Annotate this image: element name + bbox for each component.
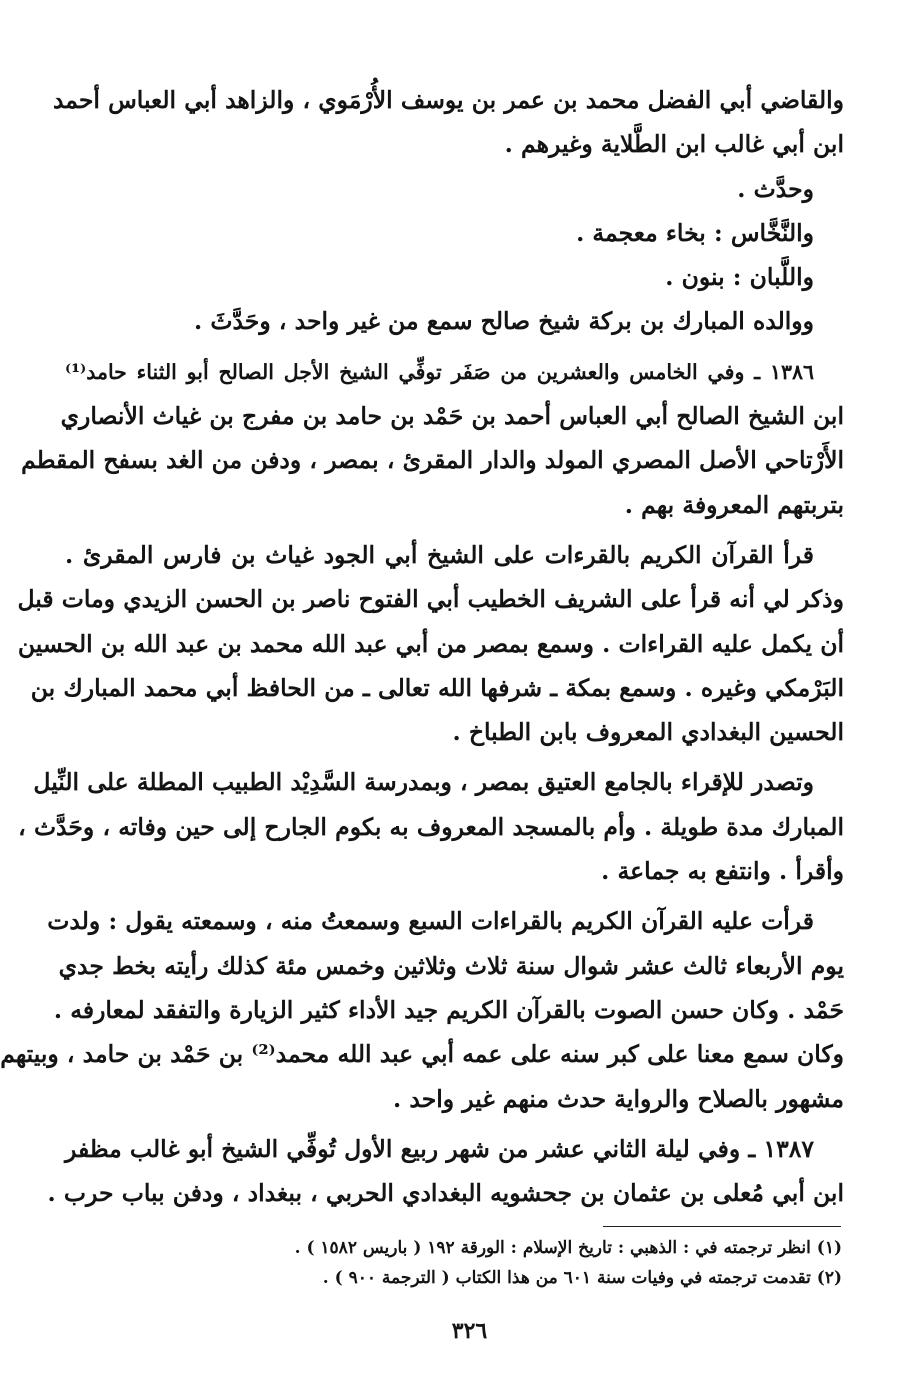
text-line: الحسين البغدادي المعروف بابن الطباخ .: [452, 718, 844, 747]
text-line: الأَرْتاحي الأصل المصري المولد والدار المقرئ ، بمصر ، ودفن من الغد بسفح المقطم: [21, 446, 844, 475]
footnote-1: (١) انظر ترجمته في : الذهبي : تاريخ الإسلام : الورقة ١٩٢ ( باريس ١٥٨٢ ) .: [294, 1238, 842, 1258]
text-line: والقاضي أبي الفضل محمد بن عمر بن يوسف الأُرْمَوي ، والزاهد أبي العباس أحمد: [52, 86, 844, 114]
text-line: قرأت عليه القرآن الكريم بالقراءات السبع وسمعتُ منه ، وسمعته يقول : ولدت: [47, 907, 814, 936]
text-line: ابن أبي مُعلى بن عثمان بن جحشويه البغدادي الحربي ، ببغداد ، ودفن بباب حرب .: [47, 1179, 844, 1208]
main-text: [0, 78, 844, 1215]
text-line: وكان سمع معنا على كبر سنه على عمه أبي عبد الله محمد⁽²⁾ بن حَمْد بن حامد ، وبيتهم: [0, 1040, 844, 1069]
text-line: والنَّخَّاس : بخاء معجمة .: [576, 218, 814, 247]
text-line: بتربتهم المعروفة بهم .: [624, 490, 844, 519]
text-line: واللَّبان : بنون .: [665, 263, 814, 292]
text-line: وتصدر للإقراء بالجامع العتيق بمصر ، وبمدرسة السَّدِيْد الطبيب المطلة على النِّيل: [33, 768, 814, 797]
entry-heading-1386: ١٣٨٦ ـ وفي الخامس والعشرين من صَفَر توفِّي الشيخ الأجل الصالح أبو الثناء حامد⁽¹⁾: [65, 359, 814, 384]
text-line: وذكر لي أنه قرأ على الشريف الخطيب أبي الفتوح ناصر بن الحسن الزيدي ومات قبل: [17, 585, 844, 614]
text-line: وحدَّث .: [737, 174, 814, 203]
text-line: ابن أبي غالب ابن الطَّلاية وغيرهم .: [504, 130, 844, 159]
text-line: يوم الأربعاء ثالث عشر شوال سنة ثلاث وثلاثين وخمس مئة كذلك رأيته بخط جدي: [58, 951, 844, 980]
text-line: ابن الشيخ الصالح أبي العباس أحمد بن حَمْد بن حامد بن مفرج بن غياث الأنصاري: [60, 402, 844, 431]
footnote-divider: [603, 1226, 841, 1227]
text-line: أن يكمل عليه القراءات . وسمع بمصر من أبي عبد الله محمد بن عبد الله بن الحسين: [17, 629, 844, 658]
text-line: مشهور بالصلاح والرواية حدث منهم غير واحد .: [393, 1084, 844, 1113]
text-line: البَرْمكي وغيره . وسمع بمكة ـ شرفها الله تعالى ـ من الحافظ أبي محمد المبارك بن: [30, 673, 844, 702]
footnote-2: (٢) تقدمت ترجمته في وفيات سنة ٦٠١ من هذا الكتاب ( الترجمة ٩٠٠ ) .: [322, 1268, 842, 1288]
entry-heading-1387: ١٣٨٧ ـ وفي ليلة الثاني عشر من شهر ربيع الأول تُوفِّي الشيخ أبو غالب مظفر: [65, 1134, 814, 1163]
text-line: حَمْد . وكان حسن الصوت بالقرآن الكريم جيد الأداء كثير الزيارة والتفقد لمعارفه .: [53, 995, 844, 1024]
text-line: المبارك مدة طويلة . وأم بالمسجد المعروف به بكوم الجارح إلى حين وفاته ، وحَدَّث ،: [18, 812, 844, 841]
page-number: ٣٢٦: [451, 1318, 488, 1344]
text-line: قرأ القرآن الكريم بالقرءات على الشيخ أبي الجود غياث بن فارس المقرئ .: [65, 540, 814, 569]
text-line: وأقرأ . وانتفع به جماعة .: [601, 857, 844, 886]
footnotes: [93, 1233, 842, 1293]
text-line: ووالده المبارك بن بركة شيخ صالح سمع من غير واحد ، وحَدَّثَ .: [193, 307, 814, 336]
